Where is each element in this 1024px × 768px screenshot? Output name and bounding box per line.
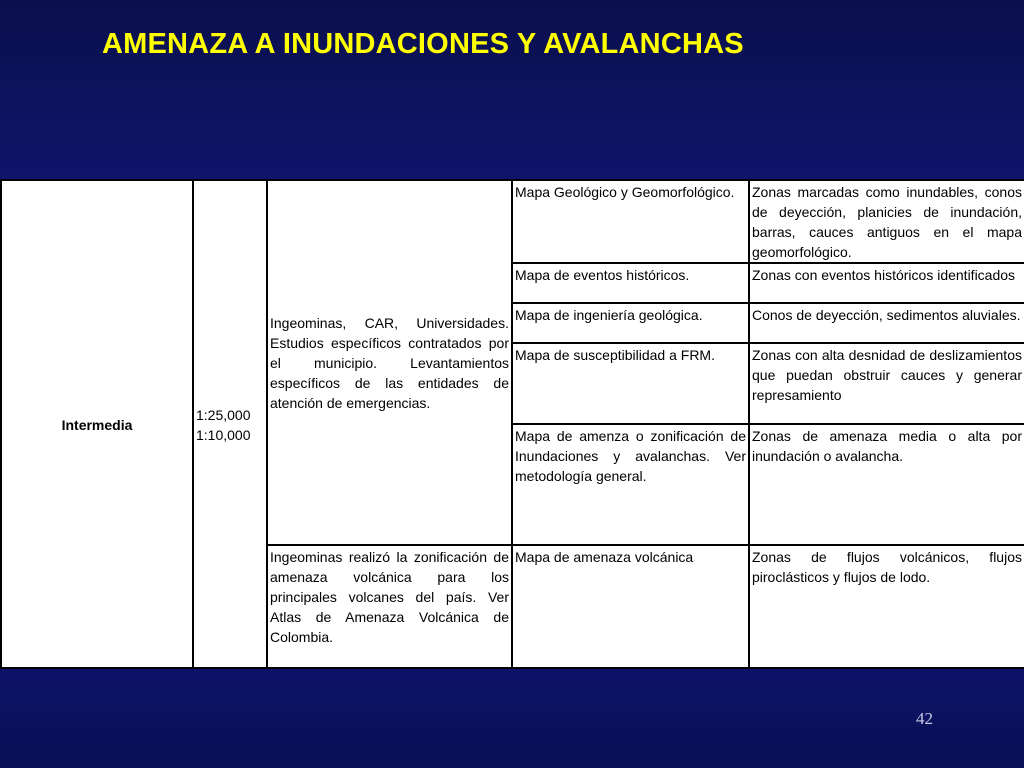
description-text: Zonas marcadas como inundables, conos de deyección, planicies de inundación, barras, cauces antiguos en el mapa geomorfológico. (752, 184, 1022, 260)
description-cell (749, 424, 1024, 545)
map-cell (512, 545, 749, 668)
map-cell (512, 343, 749, 424)
description-text: Zonas con eventos históricos identificados (752, 267, 1016, 283)
slide-title: AMENAZA A INUNDACIONES Y AVALANCHAS (102, 28, 744, 60)
description-text: Zonas de flujos volcánicos, flujos piroclásticos y flujos de lodo. (752, 549, 1022, 585)
map-cell (512, 424, 749, 545)
description-text: Zonas de amenaza media o alta por inundación o avalancha. (752, 428, 1022, 464)
map-name: Mapa de susceptibilidad a FRM. (515, 347, 715, 363)
description-text: Zonas con alta desnidad de deslizamientos que puedan obstruir cauces y generar represamiento (752, 347, 1022, 403)
source-cell (267, 180, 512, 545)
description-cell (749, 303, 1024, 343)
level-label: Intermedia (61, 416, 133, 433)
description-cell (749, 180, 1024, 263)
description-text: Conos de deyección, sedimentos aluviales. (752, 307, 1021, 323)
map-name: Mapa de eventos históricos. (515, 267, 690, 283)
map-name: Mapa de amenaza volcánica (515, 549, 694, 565)
source-cell (267, 545, 512, 668)
source-text: Ingeominas realizó la zonificación de amenaza volcánica para los principales volcanes del país. Ver Atlas de Amenaza Volcánica de Colombia. (270, 549, 509, 645)
description-cell (749, 545, 1024, 668)
map-name: Mapa de amenza o zonificación de Inundaciones y avalanchas. Ver metodología general. (515, 428, 746, 484)
map-cell (512, 303, 749, 343)
map-name: Mapa de ingeniería geológica. (515, 307, 703, 323)
description-cell (749, 343, 1024, 424)
source-text: Ingeominas, CAR, Universidades. Estudios específicos contratados por el municipio. Levantamientos específicos de las entidades de atención de emergencias. (270, 315, 509, 411)
map-cell (512, 180, 749, 263)
table-row (1, 180, 1024, 263)
level-cell (1, 180, 193, 668)
scale-cell (193, 180, 267, 668)
scale-value: 1:10,000 (196, 426, 251, 443)
map-cell (512, 263, 749, 303)
description-cell (749, 263, 1024, 303)
page-number: 42 (916, 709, 933, 728)
map-name: Mapa Geológico y Geomorfológico. (515, 184, 735, 200)
scale-value: 1:25,000 (196, 406, 251, 423)
hazard-table (0, 179, 1024, 669)
